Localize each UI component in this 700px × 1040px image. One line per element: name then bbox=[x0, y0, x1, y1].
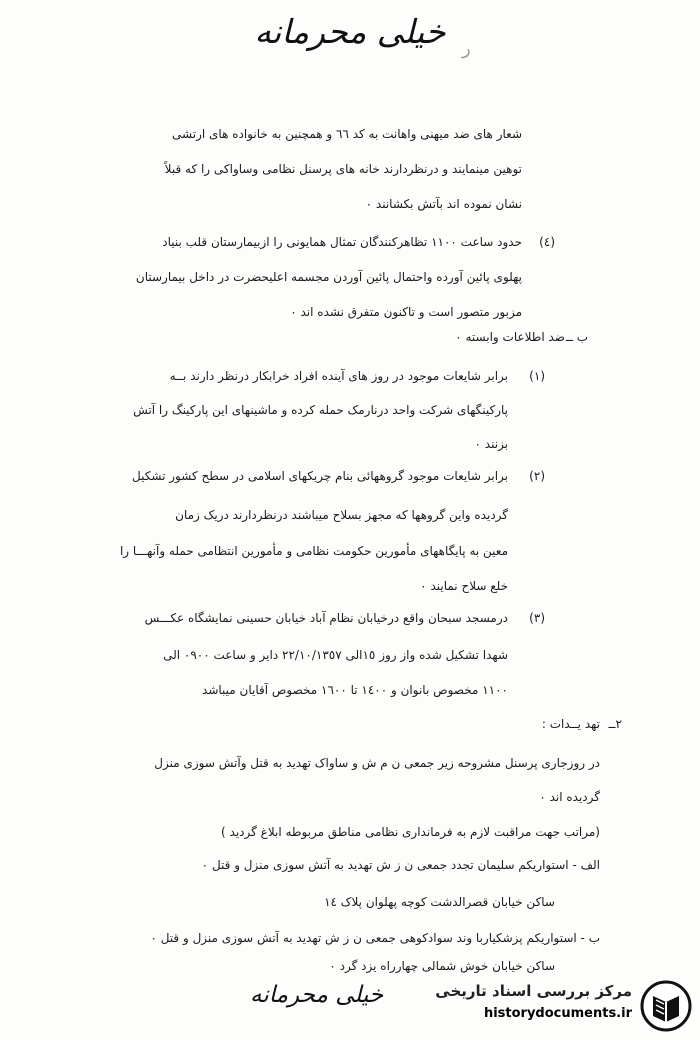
body-line: الف - استواریکم سلیمان تجدد جمعی ن ز ش تهدید به آتش سوزی منزل و قتل ۰ bbox=[201, 858, 600, 872]
section-heading: تهد یــدات : bbox=[541, 717, 600, 731]
item-marker-1: (١) bbox=[529, 369, 545, 383]
body-line: ساکن خیابان خوش شمالی چهارراه یزد گرد ۰ bbox=[329, 959, 555, 973]
body-line: مزبور متصور است و تاکنون متفرق نشده اند ۰ bbox=[290, 305, 522, 319]
classification-stamp-top: خیلی محرمانه bbox=[254, 12, 446, 51]
section-marker-2: ٢ــ bbox=[608, 717, 622, 731]
body-line: بزنند ۰ bbox=[474, 437, 508, 451]
body-line: گردیده واین گروهها که مجهز بسلاح میباشند درنظردارند دریک زمان bbox=[175, 508, 508, 522]
watermark-url: historydocuments.ir bbox=[483, 1006, 632, 1021]
watermark-title: مرکز بررسی اسناد تاریخی bbox=[435, 982, 632, 1000]
body-line: پهلوی پائین آورده واحتمال پائین آوردن مجسمه اعلیحضرت در داخل بیمارستان bbox=[135, 270, 522, 284]
body-line: ١١٠٠ مخصوص بانوان و ١٤٠٠ تا ١٦٠٠ مخصوص آقایان میباشد bbox=[202, 683, 508, 697]
body-line: توهین مینمایند و درنظردارند خانه های پرسنل نظامی وساواکی را که قبلاً bbox=[164, 162, 522, 176]
item-marker-4: (٤) bbox=[539, 235, 555, 249]
classification-stamp-bottom: خیلی محرمانه bbox=[250, 982, 384, 1008]
body-line: درمسجد سبحان واقع درخیابان نظام آباد خیابان حسینی نمایشگاه عکـــس bbox=[144, 611, 508, 625]
body-line: برابر شایعات موجود گروههائی بنام چریکهای اسلامی در سطح کشور تشکیل bbox=[132, 469, 508, 483]
item-marker-2: (٢) bbox=[529, 469, 545, 483]
body-line: معین به پایگاههای مأمورین حکومت نظامی و مأمورین انتظامی حمله وآنهـــا را bbox=[119, 544, 508, 558]
body-line: ساکن خیابان قصرالدشت کوچه پهلوان پلاک ١٤ bbox=[324, 895, 555, 909]
body-line: نشان نموده اند بآتش بکشانند ۰ bbox=[365, 197, 522, 211]
item-marker-3: (٣) bbox=[529, 611, 545, 625]
book-logo-icon bbox=[640, 980, 692, 1032]
section-heading: ضد اطلاعات وابسته ۰ bbox=[455, 330, 565, 344]
body-line: خلع سلاح نمایند ۰ bbox=[420, 579, 508, 593]
body-line: شعار های ضد میهنی واهانت به کد ٦٦ و همچنین به خانواده های ارتشی bbox=[172, 127, 522, 141]
body-line: برابر شایعات موجود در روز های آینده افراد خرابکار درنظر دارند بــه bbox=[169, 369, 508, 383]
body-line: شهدا تشکیل شده واز روز ١٥الی ٢٢/١٠/١٣٥٧ دایر و ساعت ٠٩٠٠ الی bbox=[163, 648, 508, 662]
body-line: در روزجاری پرسنل مشروحه زیر جمعی ن م ش و ساواک تهدید به قتل وآتش سوزی منزل bbox=[154, 756, 600, 770]
stray-mark: ر bbox=[462, 38, 471, 59]
body-line: پارکینگهای شرکت واحد درنارمک حمله کرده و ماشینهای این پارکینگ را آتش bbox=[133, 403, 508, 417]
body-line: گردیده اند ۰ bbox=[539, 790, 600, 804]
archive-watermark bbox=[418, 976, 698, 1034]
body-line: حدود ساعت ١١٠٠ تظاهرکنندگان تمثال همایونی را ازبیمارستان قلب بنیاد bbox=[162, 235, 522, 249]
body-line: ب - استواریکم پزشکیاربا وند سوادکوهی جمعی ن ز ش تهدید به آتش سوزی منزل و قتل ۰ bbox=[150, 931, 600, 945]
body-line: (مراتب جهت مراقبت لازم به فرمانداری نظامی مناطق مربوطه ابلاغ گردید ) bbox=[221, 825, 600, 839]
section-marker-b: ب ــ bbox=[565, 330, 588, 344]
